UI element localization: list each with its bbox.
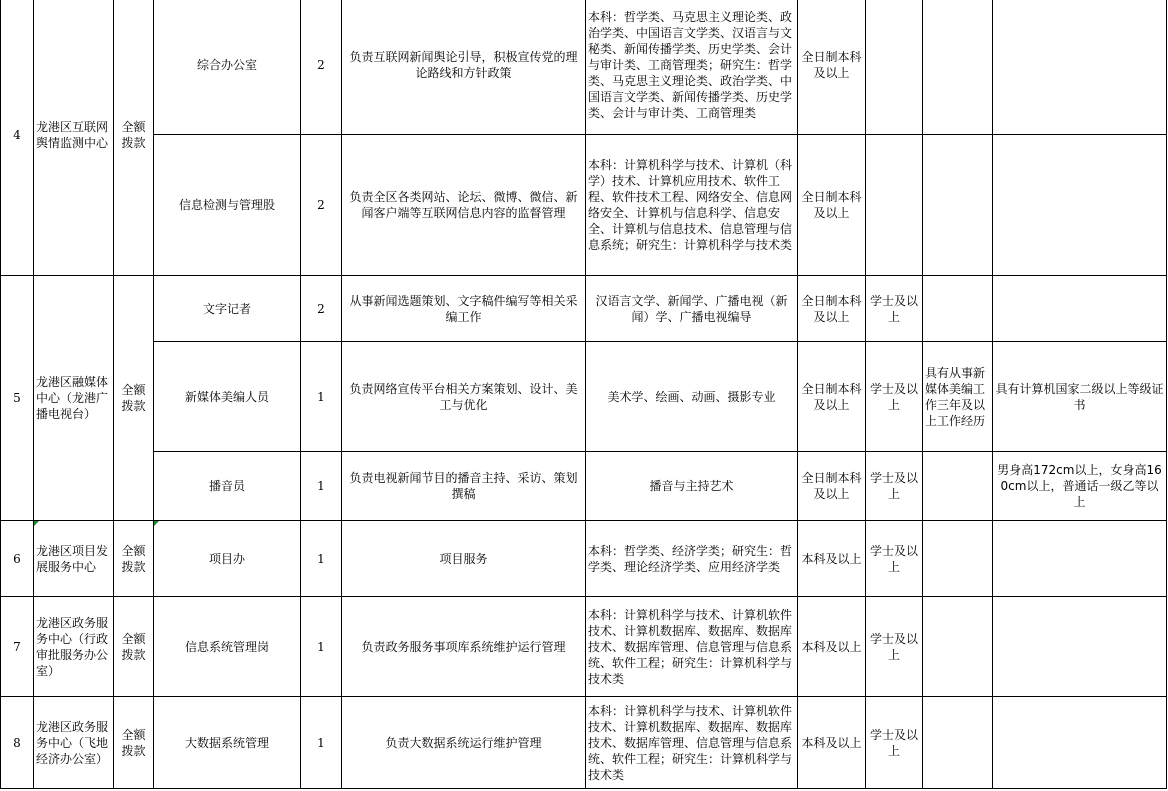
position-cell[interactable]: 项目办 xyxy=(154,521,301,597)
table-row xyxy=(1,521,1167,597)
degree-cell[interactable]: 学士及以上 xyxy=(866,276,923,342)
duty-cell[interactable]: 负责政务服务事项库系统维护运行管理 xyxy=(342,597,586,697)
education-cell[interactable]: 本科及以上 xyxy=(798,521,866,597)
duty-cell[interactable]: 负责互联网新闻舆论引导，积极宣传党的理论路线和方针政策 xyxy=(342,0,586,135)
degree-cell[interactable]: 学士及以上 xyxy=(866,597,923,697)
funding-cell[interactable]: 全额拨款 xyxy=(114,697,154,789)
position-cell[interactable]: 新媒体美编人员 xyxy=(154,342,301,452)
degree-cell[interactable] xyxy=(866,135,923,276)
funding-cell[interactable]: 全额拨款 xyxy=(114,276,154,521)
other-cell[interactable] xyxy=(993,697,1167,789)
other-cell[interactable] xyxy=(993,0,1167,135)
other-cell[interactable] xyxy=(993,276,1167,342)
table-row xyxy=(1,135,1167,276)
count-cell[interactable]: 1 xyxy=(301,597,342,697)
other-cell[interactable] xyxy=(993,135,1167,276)
funding-cell[interactable]: 全额拨款 xyxy=(114,597,154,697)
experience-cell[interactable]: 具有从事新媒体美编工作三年及以上工作经历 xyxy=(923,342,993,452)
unit-cell[interactable]: 龙港区政务服务中心（行政审批服务办公室） xyxy=(34,597,114,697)
duty-cell[interactable]: 负责电视新闻节目的播音主持、采访、策划撰稿 xyxy=(342,452,586,521)
unit-cell[interactable]: 龙港区政务服务中心（飞地经济办公室） xyxy=(34,697,114,789)
major-cell[interactable]: 本科：哲学类、经济学类；研究生：哲学类、理论经济学类、应用经济学类 xyxy=(586,521,798,597)
seq-cell[interactable]: 6 xyxy=(1,521,34,597)
education-cell[interactable]: 全日制本科及以上 xyxy=(798,342,866,452)
education-cell[interactable]: 全日制本科及以上 xyxy=(798,0,866,135)
table-row xyxy=(1,597,1167,697)
count-cell[interactable]: 1 xyxy=(301,697,342,789)
major-cell[interactable]: 播音与主持艺术 xyxy=(586,452,798,521)
seq-cell[interactable]: 4 xyxy=(1,0,34,276)
other-cell[interactable]: 男身高172cm以上，女身高160cm以上，普通话一级乙等以上 xyxy=(993,452,1167,521)
experience-cell[interactable] xyxy=(923,521,993,597)
table-row xyxy=(1,276,1167,342)
table-row xyxy=(1,342,1167,452)
table-row xyxy=(1,0,1167,135)
major-cell[interactable]: 美术学、绘画、动画、摄影专业 xyxy=(586,342,798,452)
table-row xyxy=(1,697,1167,789)
seq-cell[interactable]: 8 xyxy=(1,697,34,789)
major-cell[interactable]: 本科：计算机科学与技术、计算机软件技术、计算机数据库、数据库、数据库技术、数据库管理、信息管理与信息系统、软件工程；研究生：计算机科学与技术类 xyxy=(586,597,798,697)
position-cell[interactable]: 播音员 xyxy=(154,452,301,521)
position-cell[interactable]: 信息检测与管理股 xyxy=(154,135,301,276)
other-cell[interactable]: 具有计算机国家二级以上等级证书 xyxy=(993,342,1167,452)
count-cell[interactable]: 2 xyxy=(301,135,342,276)
experience-cell[interactable] xyxy=(923,697,993,789)
experience-cell[interactable] xyxy=(923,597,993,697)
count-cell[interactable]: 1 xyxy=(301,521,342,597)
table-row xyxy=(1,452,1167,521)
count-cell[interactable]: 1 xyxy=(301,342,342,452)
education-cell[interactable]: 全日制本科及以上 xyxy=(798,135,866,276)
education-cell[interactable]: 全日制本科及以上 xyxy=(798,276,866,342)
unit-cell[interactable]: 龙港区融媒体中心（龙港广播电视台） xyxy=(34,276,114,521)
experience-cell[interactable] xyxy=(923,0,993,135)
degree-cell[interactable]: 学士及以上 xyxy=(866,697,923,789)
experience-cell[interactable] xyxy=(923,276,993,342)
degree-cell[interactable]: 学士及以上 xyxy=(866,452,923,521)
degree-cell[interactable]: 学士及以上 xyxy=(866,342,923,452)
other-cell[interactable] xyxy=(993,597,1167,697)
count-cell[interactable]: 1 xyxy=(301,452,342,521)
position-cell[interactable]: 综合办公室 xyxy=(154,0,301,135)
major-cell[interactable]: 本科：哲学类、马克思主义理论类、政治学类、中国语言文学类、汉语言与文秘类、新闻传播学类、历史学类、会计与审计类、工商管理类；研究生：哲学类、马克思主义理论类、政治学类、中国语言文学类、新闻传播学类、历史学类、会计与审计类、工商管理类 xyxy=(586,0,798,135)
duty-cell[interactable]: 项目服务 xyxy=(342,521,586,597)
duty-cell[interactable]: 从事新闻选题策划、文字稿件编写等相关采编工作 xyxy=(342,276,586,342)
major-cell[interactable]: 本科：计算机科学与技术、计算机软件技术、计算机数据库、数据库、数据库技术、数据库管理、信息管理与信息系统、软件工程；研究生：计算机科学与技术类 xyxy=(586,697,798,789)
unit-cell[interactable]: 龙港区互联网舆情监测中心 xyxy=(34,0,114,276)
count-cell[interactable]: 2 xyxy=(301,276,342,342)
unit-cell[interactable]: 龙港区项目发展服务中心 xyxy=(34,521,114,597)
position-cell[interactable]: 文字记者 xyxy=(154,276,301,342)
experience-cell[interactable] xyxy=(923,135,993,276)
degree-cell[interactable] xyxy=(866,0,923,135)
duty-cell[interactable]: 负责大数据系统运行维护管理 xyxy=(342,697,586,789)
major-cell[interactable]: 汉语言文学、新闻学、广播电视（新闻）学、广播电视编导 xyxy=(586,276,798,342)
degree-cell[interactable]: 学士及以上 xyxy=(866,521,923,597)
education-cell[interactable]: 本科及以上 xyxy=(798,597,866,697)
other-cell[interactable] xyxy=(993,521,1167,597)
duty-cell[interactable]: 负责全区各类网站、论坛、微博、微信、新闻客户端等互联网信息内容的监督管理 xyxy=(342,135,586,276)
seq-cell[interactable]: 5 xyxy=(1,276,34,521)
funding-cell[interactable]: 全额拨款 xyxy=(114,521,154,597)
education-cell[interactable]: 本科及以上 xyxy=(798,697,866,789)
position-cell[interactable]: 信息系统管理岗 xyxy=(154,597,301,697)
major-cell[interactable]: 本科：计算机科学与技术、计算机（科学）技术、计算机应用技术、软件工程、软件技术工程、网络安全、信息网络安全、计算机与信息科学、信息安全、计算机与信息技术、信息管理与信息系统；研究生：计算机科学与技术类 xyxy=(586,135,798,276)
count-cell[interactable]: 2 xyxy=(301,0,342,135)
seq-cell[interactable]: 7 xyxy=(1,597,34,697)
education-cell[interactable]: 全日制本科及以上 xyxy=(798,452,866,521)
position-cell[interactable]: 大数据系统管理 xyxy=(154,697,301,789)
funding-cell[interactable]: 全额拨款 xyxy=(114,0,154,276)
duty-cell[interactable]: 负责网络宣传平台相关方案策划、设计、美工与优化 xyxy=(342,342,586,452)
experience-cell[interactable] xyxy=(923,452,993,521)
